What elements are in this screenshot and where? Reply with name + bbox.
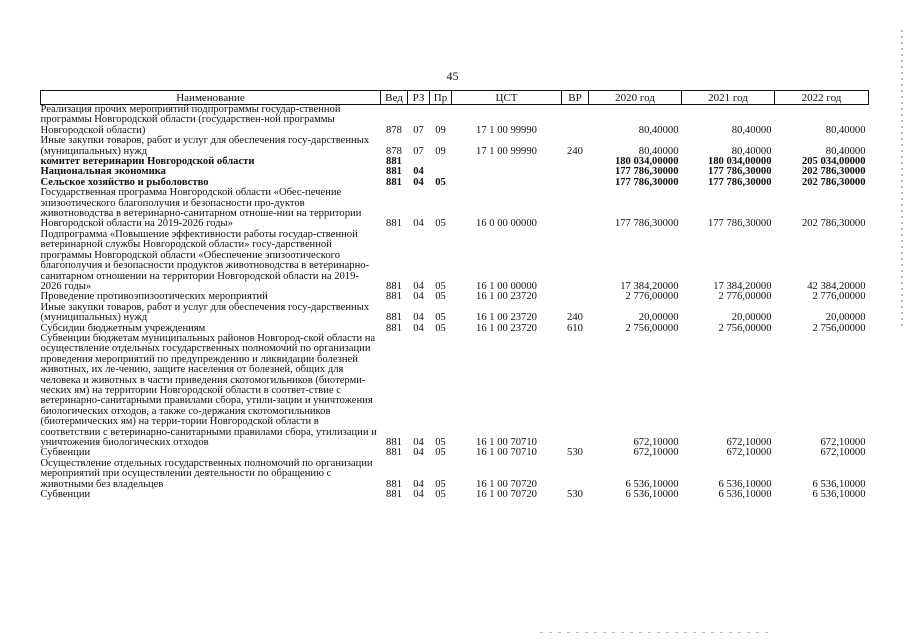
row-value-2020: 180 034,00000 <box>614 156 679 168</box>
row-rz: 04 <box>413 280 424 292</box>
row-pr: 05 <box>435 280 446 292</box>
row-value-2021: 180 034,00000 <box>707 156 772 168</box>
row-ved: 878 <box>386 124 402 136</box>
header-pr: Пр <box>430 91 452 105</box>
table-row <box>41 334 869 448</box>
table-row <box>41 105 869 137</box>
header-cst: ЦСТ <box>452 91 562 105</box>
row-name: Иные закупки товаров, работ и услуг для обеспечения госу-дарственных (муниципальных) нужд <box>40 301 370 324</box>
row-vr <box>562 230 589 292</box>
scan-edge-mark <box>901 30 903 330</box>
row-value-2020: 177 786,30000 <box>614 166 679 178</box>
row-rz: 04 <box>413 447 424 459</box>
row-cst <box>452 157 562 167</box>
row-cst <box>452 178 562 188</box>
header-2020: 2020 год <box>589 91 682 105</box>
scan-bottom-mark <box>540 632 770 633</box>
row-value-2022: 202 786,30000 <box>801 176 866 188</box>
row-value-2022: 80,40000 <box>825 124 866 136</box>
row-value-2021: 80,40000 <box>731 124 772 136</box>
row-value-2020: 20,00000 <box>638 312 679 324</box>
row-value-2021: 672,10000 <box>726 447 772 459</box>
row-cst: 16 1 00 70720 <box>476 489 537 501</box>
row-ved: 881 <box>386 156 402 168</box>
row-value-2022: 202 786,30000 <box>801 166 866 178</box>
row-pr: 09 <box>435 145 446 157</box>
row-value-2021: 17 384,20000 <box>713 280 772 292</box>
row-rz: 04 <box>413 166 424 178</box>
row-rz: 04 <box>413 312 424 324</box>
budget-table <box>40 90 869 500</box>
header-name: Наименование <box>41 91 381 105</box>
row-rz: 04 <box>413 437 424 448</box>
row-value-2022: 2 756,00000 <box>812 322 866 334</box>
row-ved: 881 <box>386 280 402 292</box>
row-name: Национальная экономика <box>40 166 166 178</box>
row-value-2022: 672,10000 <box>820 447 866 459</box>
row-vr: 240 <box>567 312 583 324</box>
row-name: Сельское хозяйство и рыболовство <box>40 176 209 188</box>
row-ved: 881 <box>386 437 402 448</box>
row-value-2022: 205 034,00000 <box>801 156 866 168</box>
table-row <box>41 459 869 490</box>
row-ved: 881 <box>386 166 402 178</box>
header-vr: ВР <box>562 91 589 105</box>
row-cst: 16 1 00 23720 <box>476 312 537 324</box>
row-pr <box>430 157 452 167</box>
row-pr: 05 <box>435 322 446 334</box>
row-pr: 05 <box>435 437 446 448</box>
row-value-2020: 17 384,20000 <box>620 280 679 292</box>
row-cst: 16 1 00 70720 <box>476 478 537 490</box>
row-value-2022: 2 776,00000 <box>812 291 866 303</box>
row-vr <box>562 105 589 137</box>
header-row <box>41 91 869 105</box>
row-value-2022: 80,40000 <box>825 145 866 157</box>
row-vr <box>562 292 589 302</box>
row-pr: 05 <box>435 312 446 324</box>
row-value-2021: 177 786,30000 <box>707 218 772 230</box>
row-name: Подпрограмма «Повышение эффективности работы государ-ственной ветеринарной службы Новгородской области» госу-дарственной программы Новгородской области «Обеспечение эпизоотического благополучия и безопасности продуктов животноводства в ветеринарно-санитарном отношении на территории Новгородской области на 2019-2026 годы» <box>40 228 370 292</box>
row-vr: 530 <box>567 447 583 459</box>
row-ved: 881 <box>386 322 402 334</box>
row-value-2021: 177 786,30000 <box>707 166 772 178</box>
header-rz: РЗ <box>408 91 430 105</box>
header-ved: Вед <box>381 91 408 105</box>
row-value-2021: 2 776,00000 <box>718 291 772 303</box>
row-value-2021: 672,10000 <box>726 437 772 448</box>
row-vr <box>562 167 589 177</box>
row-rz: 07 <box>413 145 424 157</box>
row-name: Государственная программа Новгородской области «Обес-печение эпизоотического благополучия и безопасности про-дуктов животноводства в ветеринарно-санитарном отноше-нии на территории Новгородской области на 2019-2026 годы» <box>40 187 362 230</box>
row-name: Субвенции <box>40 489 91 501</box>
row-ved: 881 <box>386 489 402 501</box>
row-cst: 16 1 00 23720 <box>476 291 537 303</box>
row-value-2021: 2 756,00000 <box>718 322 772 334</box>
row-vr: 240 <box>567 145 583 157</box>
row-value-2022: 6 536,10000 <box>812 489 866 501</box>
row-value-2020: 80,40000 <box>638 124 679 136</box>
row-value-2022: 672,10000 <box>820 437 866 448</box>
row-value-2020: 6 536,10000 <box>625 478 679 490</box>
table-header <box>41 91 869 105</box>
row-ved: 881 <box>386 218 402 230</box>
row-rz: 04 <box>413 489 424 501</box>
row-pr: 05 <box>435 489 446 501</box>
page-number: 45 <box>446 69 459 83</box>
row-vr <box>562 459 589 490</box>
row-name: Субвенции <box>40 447 91 459</box>
header-2021: 2021 год <box>682 91 775 105</box>
row-value-2020: 177 786,30000 <box>614 176 679 188</box>
table-row <box>41 490 869 500</box>
row-value-2020: 672,10000 <box>633 447 679 459</box>
row-value-2022: 6 536,10000 <box>812 478 866 490</box>
row-vr <box>562 188 589 230</box>
row-cst: 16 1 00 23720 <box>476 322 537 334</box>
header-2022: 2022 год <box>775 91 869 105</box>
row-name: Осуществление отдельных государственных полномочий по организации мероприятий при осуществлении деятельности по обращению с животными без владельцев <box>40 457 373 490</box>
row-name: Субсидии бюджетным учреждениям <box>40 322 206 334</box>
row-ved: 878 <box>386 145 402 157</box>
row-value-2020: 80,40000 <box>638 145 679 157</box>
row-value-2020: 2 756,00000 <box>625 322 679 334</box>
row-pr: 05 <box>435 478 446 490</box>
row-cst <box>452 167 562 177</box>
row-cst: 16 1 00 70710 <box>476 437 537 448</box>
row-pr: 05 <box>435 218 446 230</box>
row-value-2020: 2 776,00000 <box>625 291 679 303</box>
row-pr: 05 <box>435 176 446 188</box>
row-cst: 17 1 00 99990 <box>476 145 537 157</box>
row-value-2020: 6 536,10000 <box>625 489 679 501</box>
row-value-2020: 177 786,30000 <box>614 218 679 230</box>
row-vr: 610 <box>567 322 583 334</box>
row-value-2021: 6 536,10000 <box>718 478 772 490</box>
row-rz: 04 <box>413 176 424 188</box>
row-ved: 881 <box>386 176 402 188</box>
table-row <box>41 230 869 292</box>
row-vr <box>562 157 589 167</box>
row-vr: 530 <box>567 489 583 501</box>
row-cst: 16 1 00 70710 <box>476 447 537 459</box>
row-pr: 05 <box>435 447 446 459</box>
row-rz: 04 <box>413 478 424 490</box>
row-name: Иные закупки товаров, работ и услуг для обеспечения госу-дарственных (муниципальных) нужд <box>40 135 370 157</box>
table-row <box>41 303 869 324</box>
row-ved: 881 <box>386 312 402 324</box>
row-cst: 17 1 00 99990 <box>476 124 537 136</box>
row-pr: 05 <box>435 291 446 303</box>
row-cst: 16 1 00 00000 <box>476 280 537 292</box>
row-cst: 16 0 00 00000 <box>476 218 537 230</box>
row-vr <box>562 178 589 188</box>
row-vr <box>562 334 589 448</box>
row-ved: 881 <box>386 478 402 490</box>
row-value-2021: 20,00000 <box>731 312 772 324</box>
row-ved: 881 <box>386 291 402 303</box>
row-rz: 04 <box>413 218 424 230</box>
row-value-2022: 42 384,20000 <box>807 280 866 292</box>
row-value-2022: 202 786,30000 <box>801 218 866 230</box>
table-row <box>41 188 869 230</box>
row-value-2022: 20,00000 <box>825 312 866 324</box>
row-value-2021: 177 786,30000 <box>707 176 772 188</box>
table-body <box>41 105 869 501</box>
table-row <box>41 136 869 157</box>
row-value-2021: 80,40000 <box>731 145 772 157</box>
row-pr: 09 <box>435 124 446 136</box>
row-value-2021: 6 536,10000 <box>718 489 772 501</box>
row-value-2020: 672,10000 <box>633 437 679 448</box>
row-name: Реализация прочих мероприятий подпрограммы государ-ственной программы Новгородской области (государствен-ной программы Новгородской области) <box>40 104 341 136</box>
row-ved: 881 <box>386 447 402 459</box>
row-rz: 04 <box>413 322 424 334</box>
row-rz: 07 <box>413 124 424 136</box>
row-name: Проведение противоэпизоотических мероприятий <box>40 291 268 303</box>
row-rz: 04 <box>413 291 424 303</box>
row-name: комитет ветеринарии Новгородской области <box>40 156 255 168</box>
row-name: Субвенции бюджетам муниципальных районов Новгород-ской области на осуществление отдельных государственных полномочий по организации проведения мероприятий по предупреждению и ликвидации болезней животных, их ле-чению, защите населения от болезней, общих для человека и животных в части приведения скотомогильников (биотерми-ческих ям) на территории Новгородской области в соответ-ствие с ветеринарно-санитарными правилами сбора, утили-зации и уничтожения биологических отходов, а также со-держания скотомогильников (биотермических ям) на терри-тории Новгородской области в соответствии с ветеринарно-санитарными правилами сбора, утилизации и уничтожения биологических отходов <box>40 332 377 448</box>
